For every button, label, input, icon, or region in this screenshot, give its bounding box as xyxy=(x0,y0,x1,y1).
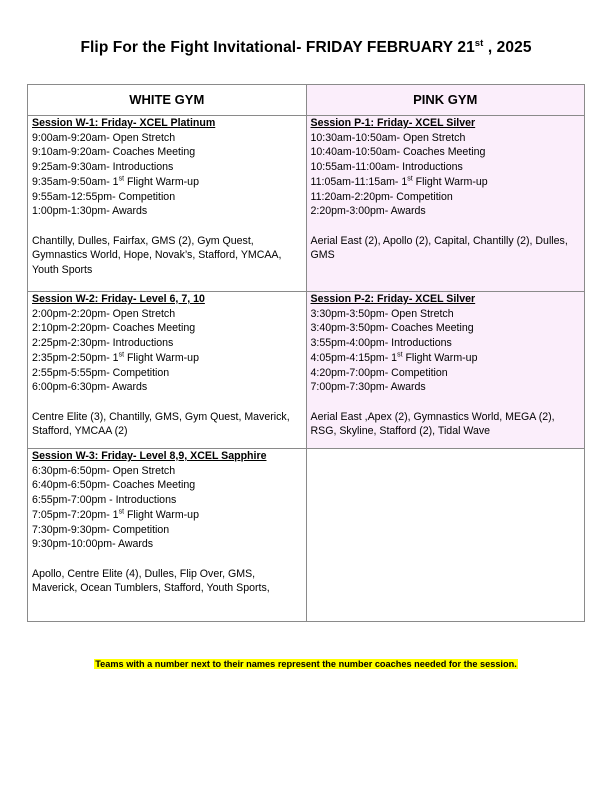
session-title: Session W-1: Friday- XCEL Platinum xyxy=(32,117,216,129)
session-cell xyxy=(28,116,307,292)
page-title xyxy=(0,38,612,57)
schedule-line-text: 9:55am-12:55pm- Competition xyxy=(32,190,176,203)
schedule-line xyxy=(32,321,302,336)
schedule-line-text: Flight Warm-up xyxy=(124,508,199,521)
schedule-line xyxy=(32,508,302,523)
schedule-line xyxy=(32,493,302,508)
schedule-line-text: 9:00am-9:20am- Open Stretch xyxy=(32,131,176,144)
schedule-line xyxy=(32,523,302,538)
session-title: Session W-2: Friday- Level 6, 7, 10 xyxy=(32,293,205,305)
session-row xyxy=(28,116,585,292)
schedule-line-text: 9:30pm-10:00pm- Awards xyxy=(32,538,154,551)
schedule-line-text: 3:30pm-3:50pm- Open Stretch xyxy=(310,307,454,320)
schedule-line xyxy=(311,160,581,175)
team-list: Apollo, Centre Elite (4), Dulles, Flip Over, GMS, Maverick, Ocean Tumblers, Stafford, Youth Sports, xyxy=(32,567,270,595)
schedule-line-text: 9:35am-9:50am- 1 xyxy=(32,175,119,188)
schedule-line xyxy=(311,190,581,205)
schedule-line-text: 11:05am-11:15am- 1 xyxy=(310,175,408,188)
schedule-line xyxy=(32,160,302,175)
schedule-line-text: 4:05pm-4:15pm- 1 xyxy=(310,351,398,364)
spacer xyxy=(32,552,302,567)
schedule-line-text: 9:10am-9:20am- Coaches Meeting xyxy=(32,146,196,159)
schedule-line xyxy=(311,145,581,160)
schedule-line xyxy=(32,190,302,205)
schedule-line xyxy=(32,204,302,219)
schedule-line-text: 2:20pm-3:00pm- Awards xyxy=(310,205,426,218)
spacer xyxy=(311,219,581,234)
schedule-line xyxy=(32,366,302,381)
schedule-line xyxy=(311,131,581,146)
coaches-note xyxy=(0,659,612,669)
schedule-line-text: 2:35pm-2:50pm- 1 xyxy=(32,351,119,364)
schedule-line-text: 3:40pm-3:50pm- Coaches Meeting xyxy=(310,322,474,335)
schedule-line-text: 11:20am-2:20pm- Competition xyxy=(310,190,453,203)
white-gym-header: WHITE GYM xyxy=(28,85,307,116)
title-suffix: , 2025 xyxy=(483,39,532,57)
session-title: Session W-3: Friday- Level 8,9, XCEL Sapphire xyxy=(32,450,267,462)
schedule-line xyxy=(311,380,581,395)
schedule-line-text: 1:00pm-1:30pm- Awards xyxy=(32,205,148,218)
schedule-line-text: 6:40pm-6:50pm- Coaches Meeting xyxy=(32,479,196,492)
schedule-line-text: 6:30pm-6:50pm- Open Stretch xyxy=(32,464,176,477)
schedule-line-text: 2:55pm-5:55pm- Competition xyxy=(32,366,170,379)
schedule-line-text: 2:25pm-2:30pm- Introductions xyxy=(32,337,174,350)
schedule-line xyxy=(32,336,302,351)
schedule-line-text: 10:40am-10:50am- Coaches Meeting xyxy=(310,146,486,159)
schedule-line xyxy=(311,321,581,336)
pink-gym-header: PINK GYM xyxy=(306,85,585,116)
schedule-line-text: Flight Warm-up xyxy=(124,175,199,188)
schedule-line xyxy=(311,204,581,219)
schedule-line-text: 10:30am-10:50am- Open Stretch xyxy=(310,131,466,144)
schedule-line xyxy=(32,175,302,190)
session-title: Session P-1: Friday- XCEL Silver xyxy=(310,117,476,129)
schedule-table xyxy=(27,84,585,622)
empty-cell xyxy=(306,449,585,622)
schedule-line xyxy=(32,464,302,479)
schedule-line xyxy=(32,131,302,146)
schedule-line-text: Flight Warm-up xyxy=(124,351,199,364)
team-list: Chantilly, Dulles, Fairfax, GMS (2), Gym Quest, Gymnastics World, Hope, Novak’s, Stafford, YMCAA, Youth Sports xyxy=(32,234,282,277)
spacer xyxy=(32,219,302,234)
schedule-line xyxy=(32,380,302,395)
schedule-line-text: 3:55pm-4:00pm- Introductions xyxy=(310,337,452,350)
title-prefix: Flip For the Fight Invitational- FRIDAY FEBRUARY 21 xyxy=(80,39,475,57)
ordinal-superscript: st xyxy=(397,351,403,359)
ordinal-superscript: st xyxy=(118,351,125,359)
schedule-line-text: 2:10pm-2:20pm- Coaches Meeting xyxy=(32,322,196,335)
schedule-line-text: Flight Warm-up xyxy=(402,351,478,364)
ordinal-superscript: st xyxy=(118,175,125,183)
team-list: Centre Elite (3), Chantilly, GMS, Gym Quest, Maverick, Stafford, YMCAA (2) xyxy=(32,410,290,438)
team-list: Aerial East ,Apex (2), Gymnastics World, MEGA (2), RSG, Skyline, Stafford (2), Tidal Wave xyxy=(310,410,555,438)
schedule-line-text: 9:25am-9:30am- Introductions xyxy=(32,161,174,174)
schedule-line-text: 7:30pm-9:30pm- Competition xyxy=(32,523,170,536)
schedule-line xyxy=(311,351,581,366)
spacer xyxy=(32,395,302,410)
session-title: Session P-2: Friday- XCEL Silver xyxy=(310,293,476,305)
schedule-line xyxy=(32,537,302,552)
ordinal-superscript: st xyxy=(407,175,413,183)
schedule-line xyxy=(32,145,302,160)
schedule-line-text: 6:00pm-6:30pm- Awards xyxy=(32,381,148,394)
session-row xyxy=(28,292,585,449)
schedule-line-text: 6:55pm-7:00pm - Introductions xyxy=(32,494,177,507)
spacer xyxy=(311,395,581,410)
schedule-line-text: 7:05pm-7:20pm- 1 xyxy=(32,508,119,521)
ordinal-superscript: st xyxy=(118,508,125,516)
session-cell xyxy=(306,116,585,292)
header-row xyxy=(28,85,585,116)
session-cell xyxy=(306,292,585,449)
schedule-line-text: 4:20pm-7:00pm- Competition xyxy=(310,366,448,379)
session-cell xyxy=(28,292,307,449)
title-superscript: st xyxy=(474,38,484,49)
schedule-line xyxy=(311,175,581,190)
schedule-line xyxy=(311,307,581,322)
schedule-line-text: 7:00pm-7:30pm- Awards xyxy=(310,381,426,394)
schedule-line-text: Flight Warm-up xyxy=(412,175,488,188)
schedule-line-text: 2:00pm-2:20pm- Open Stretch xyxy=(32,307,176,320)
schedule-line-text: 10:55am-11:00am- Introductions xyxy=(310,161,463,174)
schedule-line xyxy=(32,351,302,366)
team-list: Aerial East (2), Apollo (2), Capital, Chantilly (2), Dulles, GMS xyxy=(310,234,568,262)
session-cell xyxy=(28,449,307,622)
note-text: Teams with a number next to their names represent the number coaches needed for the session. xyxy=(95,659,517,669)
schedule-line xyxy=(311,336,581,351)
session-row xyxy=(28,449,585,622)
schedule-line xyxy=(32,478,302,493)
schedule-line xyxy=(311,366,581,381)
schedule-line xyxy=(32,307,302,322)
